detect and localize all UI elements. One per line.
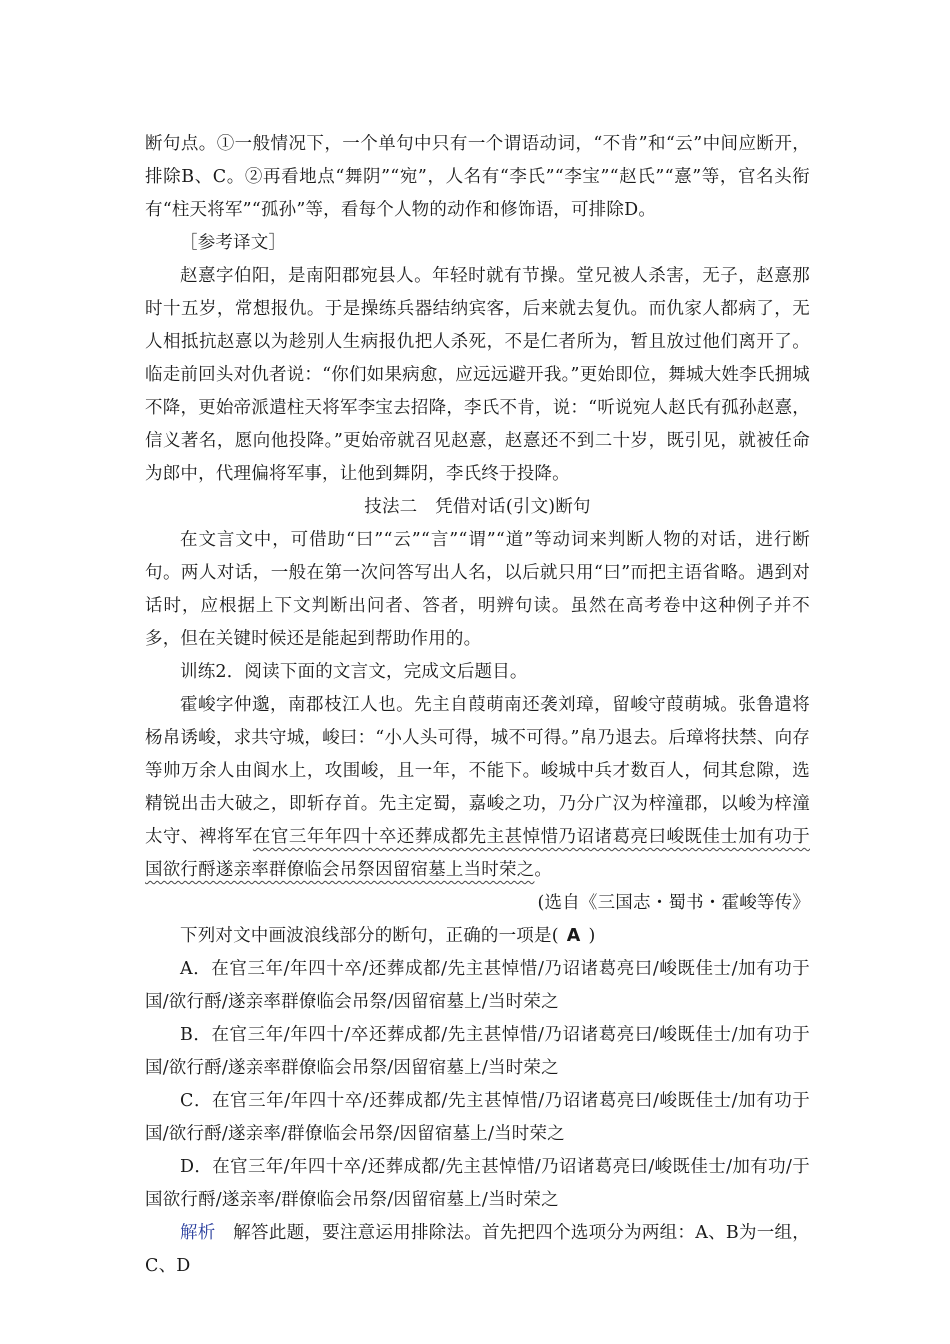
analysis-label: 解析 [180,1223,216,1243]
option-b: B．在官三年/年四十/卒还葬成都/先主甚悼惜/乃诏诸葛亮曰/峻既佳士/加有功于国/欲行酹/遂亲率群僚临会吊祭/因留宿墓上/当时荣之 [145,1025,810,1078]
analysis-paragraph [145,1217,810,1283]
training-prompt: 训练2．阅读下面的文言文，完成文后题目。 [180,662,528,682]
translation-paragraph: 赵憙字伯阳，是南阳郡宛县人。年轻时就有节操。堂兄被人杀害，无子，赵憙那时十五岁，常想报仇。于是操练兵器结纳宾客，后来就去复仇。而仇家人都病了，无人相抵抗赵憙以为趁别人生病报仇把人杀死，不是仁者所为，暂且放过他们离开了。临走前回头对仇者说：“你们如果病愈，应远远避开我。”更始即位，舞城大姓李氏拥城不降，更始帝派遣柱天将军李宝去招降，李氏不肯，说：“听说宛人赵氏有孤孙赵憙，信义著名，愿向他投降。”更始帝就召见赵憙，赵憙还不到二十岁，既引见，就被任命为郎中，代理偏将军事，让他到舞阴，李氏终于投降。 [145,266,810,484]
document-page [145,128,810,1283]
analysis-continuation: 断句点。①一般情况下，一个单句中只有一个谓语动词，“不肯”和“云”中间应断开，排除B、C。②再看地点“舞阴”“宛”，人名有“李氏”“李宝”“赵氏”“憙”等，官名头衔有“柱天将军”“孤孙”等，看每个人物的动作和修饰语，可排除D。 [145,134,810,220]
option-d: D．在官三年/年四十卒/还葬成都/先主甚悼惜/乃诏诸葛亮曰/峻既佳士/加有功/于国欲行酹/遂亲率/群僚临会吊祭/因留宿墓上/当时荣之 [145,1157,810,1210]
passage-end: 。 [534,860,553,880]
question-stem [145,920,810,953]
option-c: C．在官三年/年四十卒/还葬成都/先主甚悼惜/乃诏诸葛亮曰/峻既佳士/加有功于国/欲行酹/遂亲率/群僚临会吊祭/因留宿墓上/当时荣之 [145,1091,810,1144]
question-text: 下列对文中画波浪线部分的断句，正确的一项是( [180,926,559,946]
reference-translation-heading: ［参考译文］ [180,233,287,253]
analysis-text: 解答此题，要注意运用排除法。首先把四个选项分为两组：A、B为一组，C、D [145,1223,810,1276]
question-close: ) [588,926,596,946]
method-paragraph: 在文言文中，可借助“曰”“云”“言”“谓”“道”等动词来判断人物的对话，进行断句。两人对话，一般在第一次问答写出人名，以后就只用“曰”而把主语省略。遇到对话时，应根据上下文判断出问者、答者，明辨句读。虽然在高考卷中这种例子并不多，但在关键时候还是能起到帮助作用的。 [145,530,810,649]
passage-source: (选自《三国志・蜀书・霍峻等传》 [537,893,810,913]
classical-passage [145,689,810,887]
section-title: 技法二 凭借对话(引文)断句 [364,497,591,517]
wavy-underlined-passage: 在官三年年四十卒还葬成都先主甚悼惜乃诏诸葛亮曰峻既佳士加有功于国欲行酹遂亲率群僚临会吊祭因留宿墓上当时荣之 [145,827,810,880]
option-a: A．在官三年/年四十卒/还葬成都/先主甚悼惜/乃诏诸葛亮曰/峻既佳士/加有功于国/欲行酹/遂亲率群僚临会吊祭/因留宿墓上/当时荣之 [145,959,810,1012]
passage-text: 霍峻字仲邈，南郡枝江人也。先主自葭萌南还袭刘璋，留峻守葭萌城。张鲁遣将杨帛诱峻，求共守城，峻曰：“小人头可得，城不可得。”帛乃退去。后璋将扶禁、向存等帅万余人由阆水上，攻围峻，且一年，不能下。峻城中兵才数百人，伺其怠隙，选精锐出击大破之，即斩存首。先主定蜀，嘉峻之功，乃分广汉为梓潼郡，以峻为梓潼太守、裨将军 [145,695,810,847]
answer-letter: A [566,926,581,946]
